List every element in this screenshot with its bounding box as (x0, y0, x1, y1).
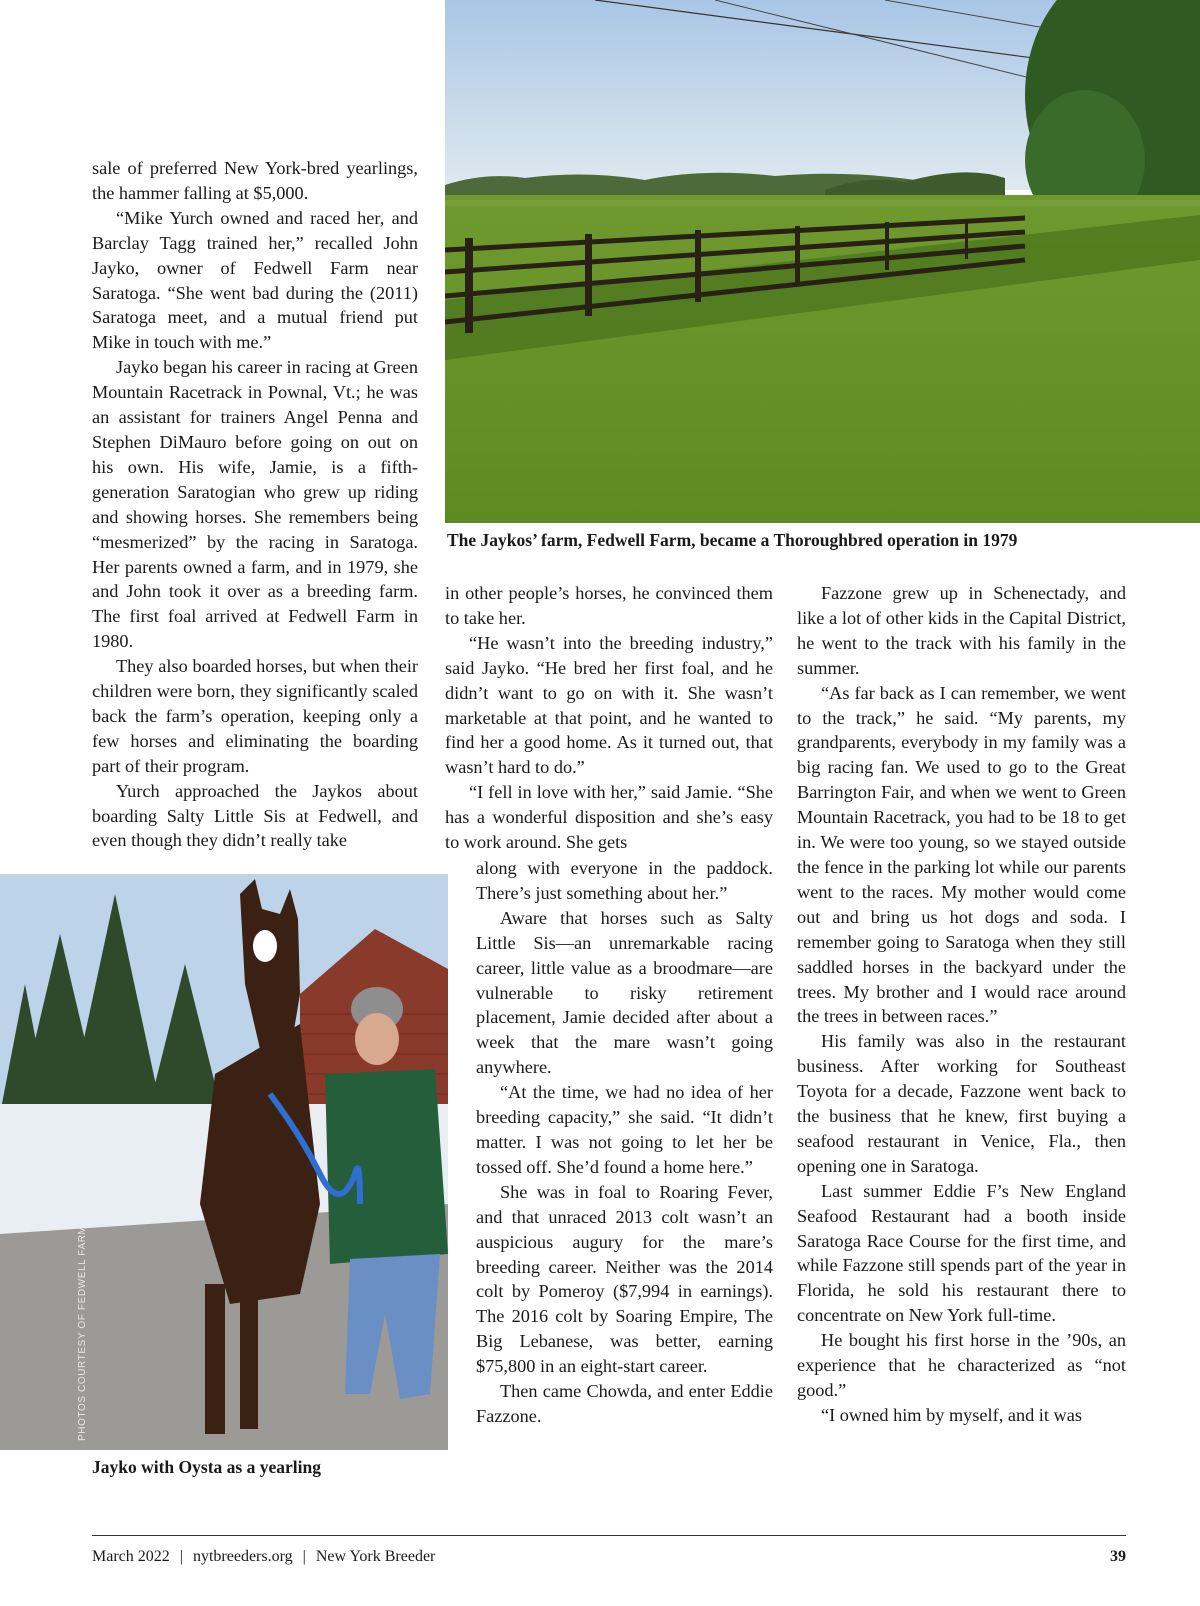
article-column-2-top (445, 581, 773, 855)
footer-publication: New York Breeder (315, 1548, 436, 1565)
footer-separator: | (179, 1548, 183, 1565)
farm-photo-caption: The Jaykos’ farm, Fedwell Farm, became a Thoroughbred operation in 1979 (447, 530, 1018, 550)
farm-photo (445, 0, 1200, 523)
article-column-3 (797, 581, 1126, 1428)
paragraph: “I fell in love with her,” said Jamie. “She has a wonderful disposition and she’s easy to work around. She gets (445, 782, 773, 853)
paragraph: “He wasn’t into the breeding industry,” said Jayko. “He bred her first foal, and he didn’t want to go on with it. She wasn’t marketable at that point, and he wanted to find her a good home. As it turned out, that wasn’t hard to do.” (445, 632, 773, 778)
paragraph: in other people’s horses, he convinced them to take her. (445, 583, 773, 628)
footer (92, 1548, 435, 1566)
photo-credit: PHOTOS COURTESY OF FEDWELL FARM (77, 1225, 88, 1441)
paragraph: “As far back as I can remember, we went to the track,” he said. “My parents, my grandparents, everybody in my family was a big racing fan. We used to go to the Great Barrington Fair, and when we went to Green Mountain Racetrack, you had to be 18 to get in. We were too young, so we stayed outside the fence in the parking lot while our parents went to the races. My mother would come out and bring us hot dogs and soda. I remember going to Saratoga when they still saddled horses in the backyard under the trees. My brother and I would race around the trees in between races.” (797, 682, 1126, 1027)
footer-separator: | (302, 1548, 306, 1565)
footer-site: nytbreeders.org (192, 1548, 293, 1565)
paragraph: “At the time, we had no idea of her breeding capacity,” she said. “It didn’t matter. I was not going to let her be tossed off. She’d found a home here.” (476, 1082, 773, 1177)
article-column-1 (92, 156, 418, 853)
paragraph: along with everyone in the paddock. There’s just something about her.” (476, 858, 773, 903)
paragraph: Then came Chowda, and enter Eddie Fazzone. (476, 1381, 773, 1426)
farm-landscape-image (445, 0, 1200, 523)
paragraph: She was in foal to Roaring Fever, and that unraced 2013 colt wasn’t an auspicious augury for the mare’s breeding career. Neither was the 2014 colt by Pomeroy ($7,994 in earnings). The 2016 colt by Soaring Empire, The Big Lebanese, was better, earning $75,800 in an eight-start career. (476, 1181, 773, 1377)
paragraph: Aware that horses such as Salty Little Sis—an unremarkable racing career, little value as a broodmare—are vulnerable to risky retirement placement, Jamie decided after about a week that the mare wasn’t going anywhere. (476, 907, 773, 1078)
paragraph: Jayko began his career in racing at Green Mountain Racetrack in Pownal, Vt.; he was an assistant for trainers Angel Penna and Stephen DiMauro before going on out on his own. His wife, Jamie, is a fifth-generation Saratogian who grew up riding and showing horses. She remembers being “mesmerized” by the racing in Saratoga. Her parents owned a farm, and in 1979, she and John took it over as a breeding farm. The first foal arrived at Fedwell Farm in 1980. (92, 357, 419, 652)
page-number: 39 (1110, 1548, 1126, 1565)
horse-photo (0, 874, 448, 1450)
paragraph: His family was also in the restaurant business. After working for Southeast Toyota for a decade, Fazzone went back to the business that he knew, first buying a seafood restaurant in Venice, Fla., then opening one in Saratoga. (797, 1031, 1126, 1176)
horse-photo-caption: Jayko with Oysta as a yearling (92, 1457, 321, 1477)
article-column-2-bottom (476, 856, 773, 1429)
paragraph: He bought his first horse in the ’90s, an experience that he characterized as “not good.” (797, 1330, 1126, 1400)
paragraph: Last summer Eddie F’s New England Seafood Restaurant had a booth inside Saratoga Race Course for the first time, and while Fazzone still spends part of the year in Florida, he sold his restaurant there to concentrate on New York full-time. (797, 1180, 1126, 1326)
paragraph: sale of preferred New York-bred yearlings, the hammer falling at $5,000. (92, 158, 418, 203)
footer-rule (92, 1535, 1126, 1536)
paragraph: “Mike Yurch owned and raced her, and Barclay Tagg trained her,” recalled John Jayko, owner of Fedwell Farm near Saratoga. “She went bad during the (2011) Saratoga meet, and a mutual friend put Mike in touch with me.” (92, 207, 418, 353)
paragraph: Yurch approached the Jaykos about boarding Salty Little Sis at Fedwell, and even though they didn’t really take (92, 780, 418, 851)
paragraph: They also boarded horses, but when their children were born, they significantly scaled back the farm’s operation, keeping only a few horses and eliminating the boarding part of their program. (92, 656, 418, 776)
horse-yearling-image (0, 874, 448, 1450)
paragraph: Fazzone grew up in Schenectady, and like a lot of other kids in the Capital District, he went to the track with his family in the summer. (797, 583, 1126, 678)
paragraph: “I owned him by myself, and it was (821, 1404, 1082, 1425)
footer-date: March 2022 (92, 1548, 170, 1565)
